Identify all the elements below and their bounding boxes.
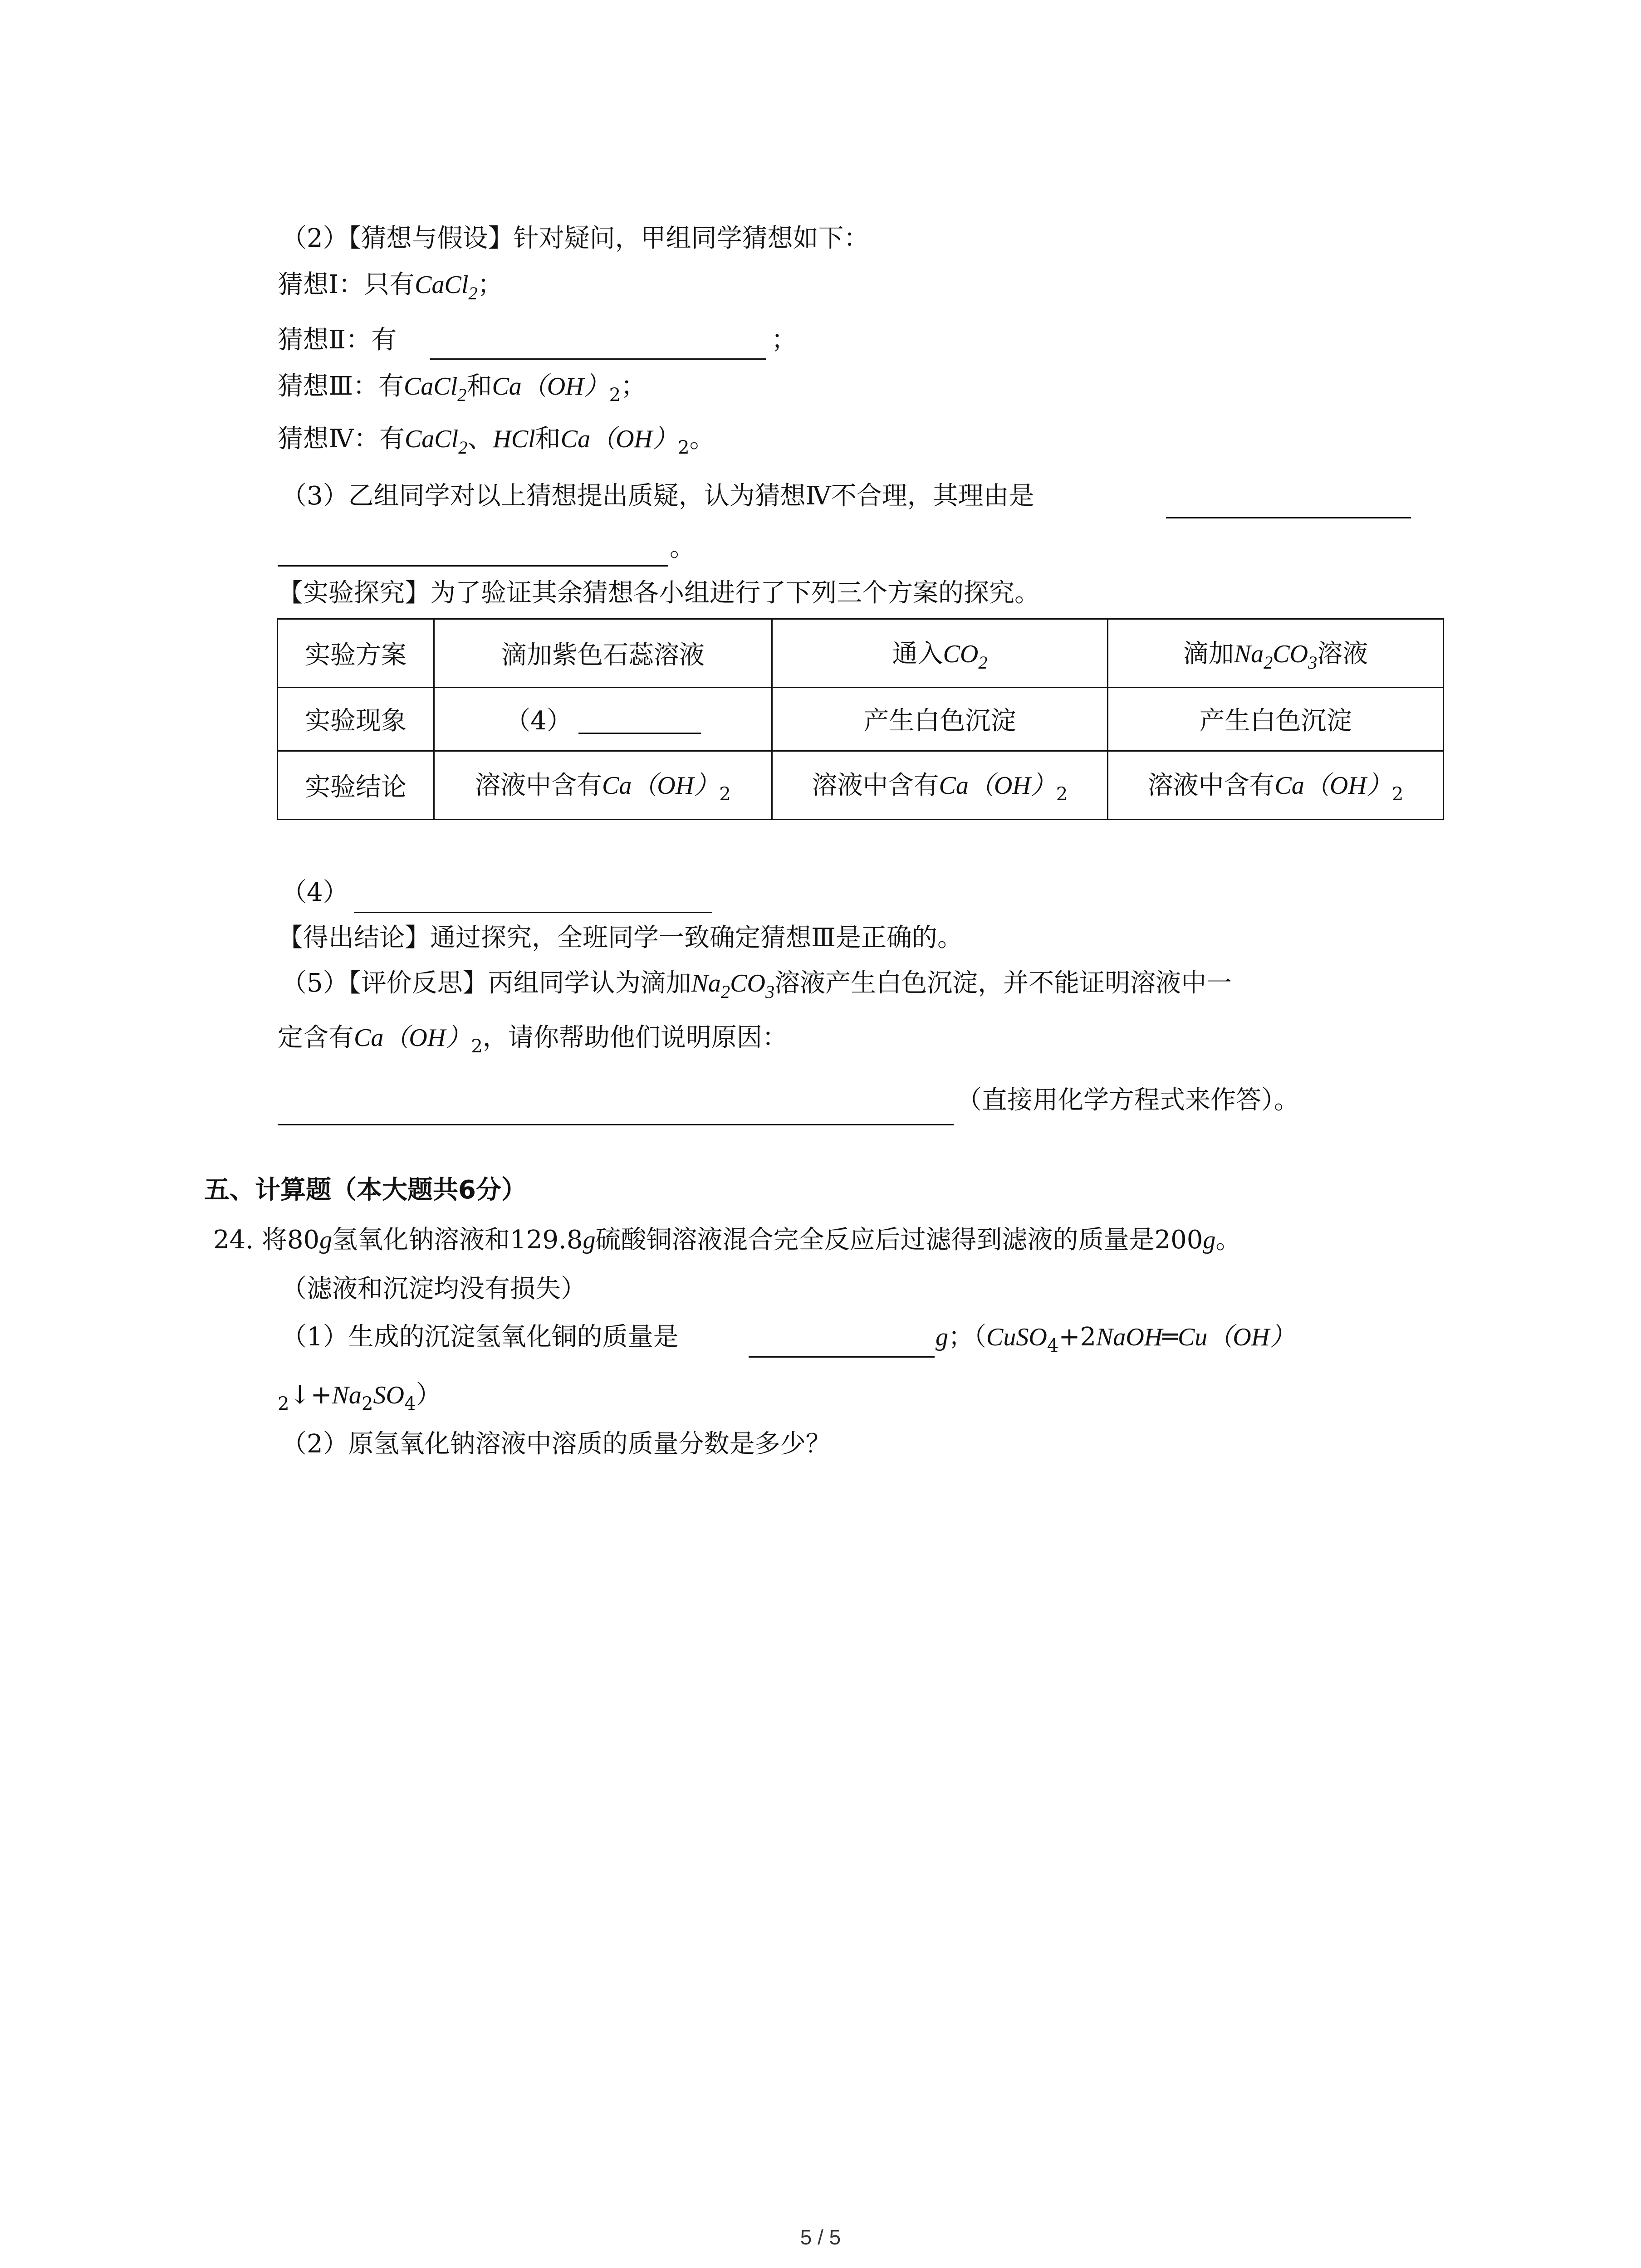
guess-1-label: 猜想Ⅰ：只有 bbox=[278, 270, 415, 299]
q24-part2: （2）原氢氧化钠溶液中溶质的质量分数是多少？ bbox=[281, 1429, 831, 1459]
part4-label: （4） bbox=[281, 878, 348, 907]
subscript: 2 bbox=[468, 283, 478, 304]
subscript: 2 bbox=[458, 437, 468, 458]
part5-text: 定含有 bbox=[278, 1023, 354, 1052]
q23-part3: （3）乙组同学对以上猜想提出质疑，认为猜想Ⅳ不合理，其理由是 bbox=[281, 481, 1034, 511]
formula-cacl2: CaCl bbox=[415, 271, 469, 299]
part5-answer-blank[interactable] bbox=[278, 1124, 954, 1125]
table-cell: 产生白色沉淀 bbox=[772, 688, 1108, 751]
part5-text: ，请你帮助他们说明原因： bbox=[482, 1023, 788, 1052]
formula-na: Na bbox=[691, 969, 721, 997]
formula-cacl2: CaCl bbox=[404, 372, 458, 401]
table-cell bbox=[772, 751, 1108, 819]
punct: ； bbox=[477, 270, 503, 299]
q24-stem bbox=[213, 1227, 1241, 1253]
table-cell bbox=[1108, 619, 1444, 688]
subscript: 2 bbox=[471, 1036, 483, 1057]
q24-equation-part2 bbox=[278, 1380, 441, 1415]
formula-cuso4: CuSO bbox=[986, 1323, 1047, 1351]
cell-text: 溶液中含有 bbox=[1147, 771, 1275, 801]
cell-text: 溶液中含有 bbox=[475, 771, 603, 801]
page-number: 5 / 5 bbox=[800, 2225, 841, 2249]
q24-text: 。 bbox=[1215, 1225, 1241, 1255]
experiment-intro: 【实验探究】为了验证其余猜想各小组进行了下列三个方案的探究。 bbox=[278, 578, 1040, 608]
part5-line-1 bbox=[281, 968, 1232, 1002]
guess-2-answer-blank[interactable] bbox=[430, 358, 766, 360]
q24-part1 bbox=[281, 1322, 679, 1352]
part4-answer-blank[interactable] bbox=[354, 912, 712, 913]
formula-caoh2: Ca（OH） bbox=[354, 1024, 471, 1052]
subscript: 2 bbox=[609, 384, 621, 406]
cell-text: 溶液中含有 bbox=[812, 771, 939, 801]
guess-4-label: 猜想Ⅳ：有 bbox=[278, 424, 405, 454]
phenomenon-answer-blank[interactable] bbox=[578, 733, 701, 734]
subscript: 2 bbox=[278, 1393, 289, 1415]
unit-g: g bbox=[936, 1323, 948, 1351]
unit-g: g bbox=[319, 1226, 333, 1254]
formula-naoh: NaOH bbox=[1096, 1323, 1163, 1351]
formula-hcl: HCl bbox=[493, 425, 535, 453]
punct: 、 bbox=[467, 424, 493, 454]
table-cell bbox=[434, 751, 772, 819]
conj: 和 bbox=[535, 424, 561, 454]
formula-oh: （OH） bbox=[1207, 1323, 1295, 1351]
formula-caoh2: Ca（OH） bbox=[560, 425, 678, 453]
conclusion: 【得出结论】通过探究，全班同学一致确定猜想Ⅲ是正确的。 bbox=[278, 923, 963, 953]
q24-text: 将80 bbox=[261, 1225, 320, 1255]
equals-sign: ═ bbox=[1162, 1322, 1178, 1352]
subscript: 2 bbox=[1056, 783, 1068, 805]
punct: 。 bbox=[689, 424, 715, 454]
part5-line-2 bbox=[278, 1025, 788, 1056]
cell-text: 滴加 bbox=[1183, 639, 1234, 669]
guess-1 bbox=[278, 272, 503, 303]
table-cell bbox=[434, 688, 772, 751]
table-row bbox=[278, 751, 1444, 819]
q24-note: （滤液和沉淀均没有损失） bbox=[281, 1274, 586, 1304]
guess-2-end: ； bbox=[771, 325, 797, 355]
formula-cu: Cu bbox=[1177, 1323, 1208, 1351]
table-cell bbox=[772, 619, 1108, 688]
subscript: 3 bbox=[1308, 652, 1318, 673]
formula-caoh2: Ca（OH） bbox=[602, 772, 720, 800]
subscript: 2 bbox=[978, 652, 988, 673]
part3-end: 。 bbox=[670, 533, 695, 562]
table-cell: 实验现象 bbox=[278, 688, 434, 751]
table-row bbox=[278, 688, 1444, 751]
unit-g: g bbox=[1203, 1226, 1216, 1254]
punct: ；（ bbox=[948, 1322, 986, 1352]
subscript: 2 bbox=[721, 982, 730, 1002]
guess-3-label: 猜想Ⅲ：有 bbox=[278, 371, 404, 401]
subscript: 4 bbox=[1047, 1335, 1059, 1357]
guess-2-label: 猜想Ⅱ：有 bbox=[278, 325, 397, 355]
formula-co: CO bbox=[1273, 640, 1308, 668]
formula-co2: CO bbox=[943, 640, 979, 668]
table-cell bbox=[1108, 751, 1444, 819]
conj: 和 bbox=[466, 371, 492, 401]
precipitate-arrow: ↓+ bbox=[289, 1380, 332, 1410]
question-number: 24. bbox=[213, 1225, 254, 1255]
guess-2 bbox=[278, 327, 397, 353]
part5-text: 溶液产生白色沉淀，并不能证明溶液中一 bbox=[774, 968, 1232, 998]
subscript: 2 bbox=[1264, 652, 1273, 673]
table-cell: 滴加紫色石蕊溶液 bbox=[434, 619, 772, 688]
part3-answer-blank-1[interactable] bbox=[1166, 517, 1411, 518]
q24-text: 氢氧化钠溶液和129.8 bbox=[332, 1225, 583, 1255]
section-heading: 五、计算题（本大题共6分） bbox=[204, 1175, 527, 1205]
subscript: 2 bbox=[457, 385, 467, 406]
formula-caoh2: Ca（OH） bbox=[939, 772, 1056, 800]
formula-co: CO bbox=[730, 969, 765, 997]
table-cell: 实验方案 bbox=[278, 619, 434, 688]
cell-text: 通入 bbox=[892, 639, 943, 669]
q24-text: （1）生成的沉淀氢氧化铜的质量是 bbox=[281, 1322, 679, 1352]
subscript: 4 bbox=[404, 1393, 416, 1415]
table-row bbox=[278, 619, 1444, 688]
part3-answer-blank-2[interactable] bbox=[278, 565, 668, 567]
q24-part1-answer-blank[interactable] bbox=[749, 1356, 935, 1358]
formula-na: Na bbox=[1234, 640, 1264, 668]
formula-cacl2: CaCl bbox=[404, 425, 459, 453]
cell-text: 溶液 bbox=[1317, 639, 1368, 669]
guess-3 bbox=[278, 371, 647, 406]
coeff: +2 bbox=[1058, 1322, 1097, 1352]
subscript: 2 bbox=[719, 783, 731, 805]
q23-part2-intro: （2）【猜想与假设】针对疑问，甲组同学猜想如下： bbox=[281, 224, 869, 253]
part5-tail: （直接用化学方程式来作答）。 bbox=[956, 1085, 1299, 1115]
experiment-table bbox=[277, 618, 1444, 820]
table-cell: 实验结论 bbox=[278, 751, 434, 819]
formula-na: Na bbox=[332, 1381, 362, 1409]
q24-text: 硫酸铜溶液混合完全反应后过滤得到滤液的质量是200 bbox=[595, 1225, 1203, 1255]
part5-text: （5）【评价反思】丙组同学认为滴加 bbox=[281, 968, 691, 998]
subscript: 2 bbox=[1391, 783, 1404, 805]
q24-equation-part1 bbox=[936, 1322, 1295, 1357]
formula-caoh2: Ca（OH） bbox=[492, 372, 609, 401]
unit-g: g bbox=[583, 1226, 596, 1254]
punct: ） bbox=[416, 1380, 441, 1410]
table-cell: 产生白色沉淀 bbox=[1108, 688, 1444, 751]
subscript: 3 bbox=[765, 982, 775, 1002]
subscript: 2 bbox=[361, 1393, 373, 1415]
punct: ； bbox=[621, 371, 647, 401]
subscript: 2 bbox=[677, 437, 690, 459]
formula-caoh2: Ca（OH） bbox=[1274, 772, 1392, 800]
cell-text: （4） bbox=[505, 706, 572, 736]
guess-4 bbox=[278, 426, 715, 457]
formula-so: SO bbox=[373, 1381, 404, 1409]
